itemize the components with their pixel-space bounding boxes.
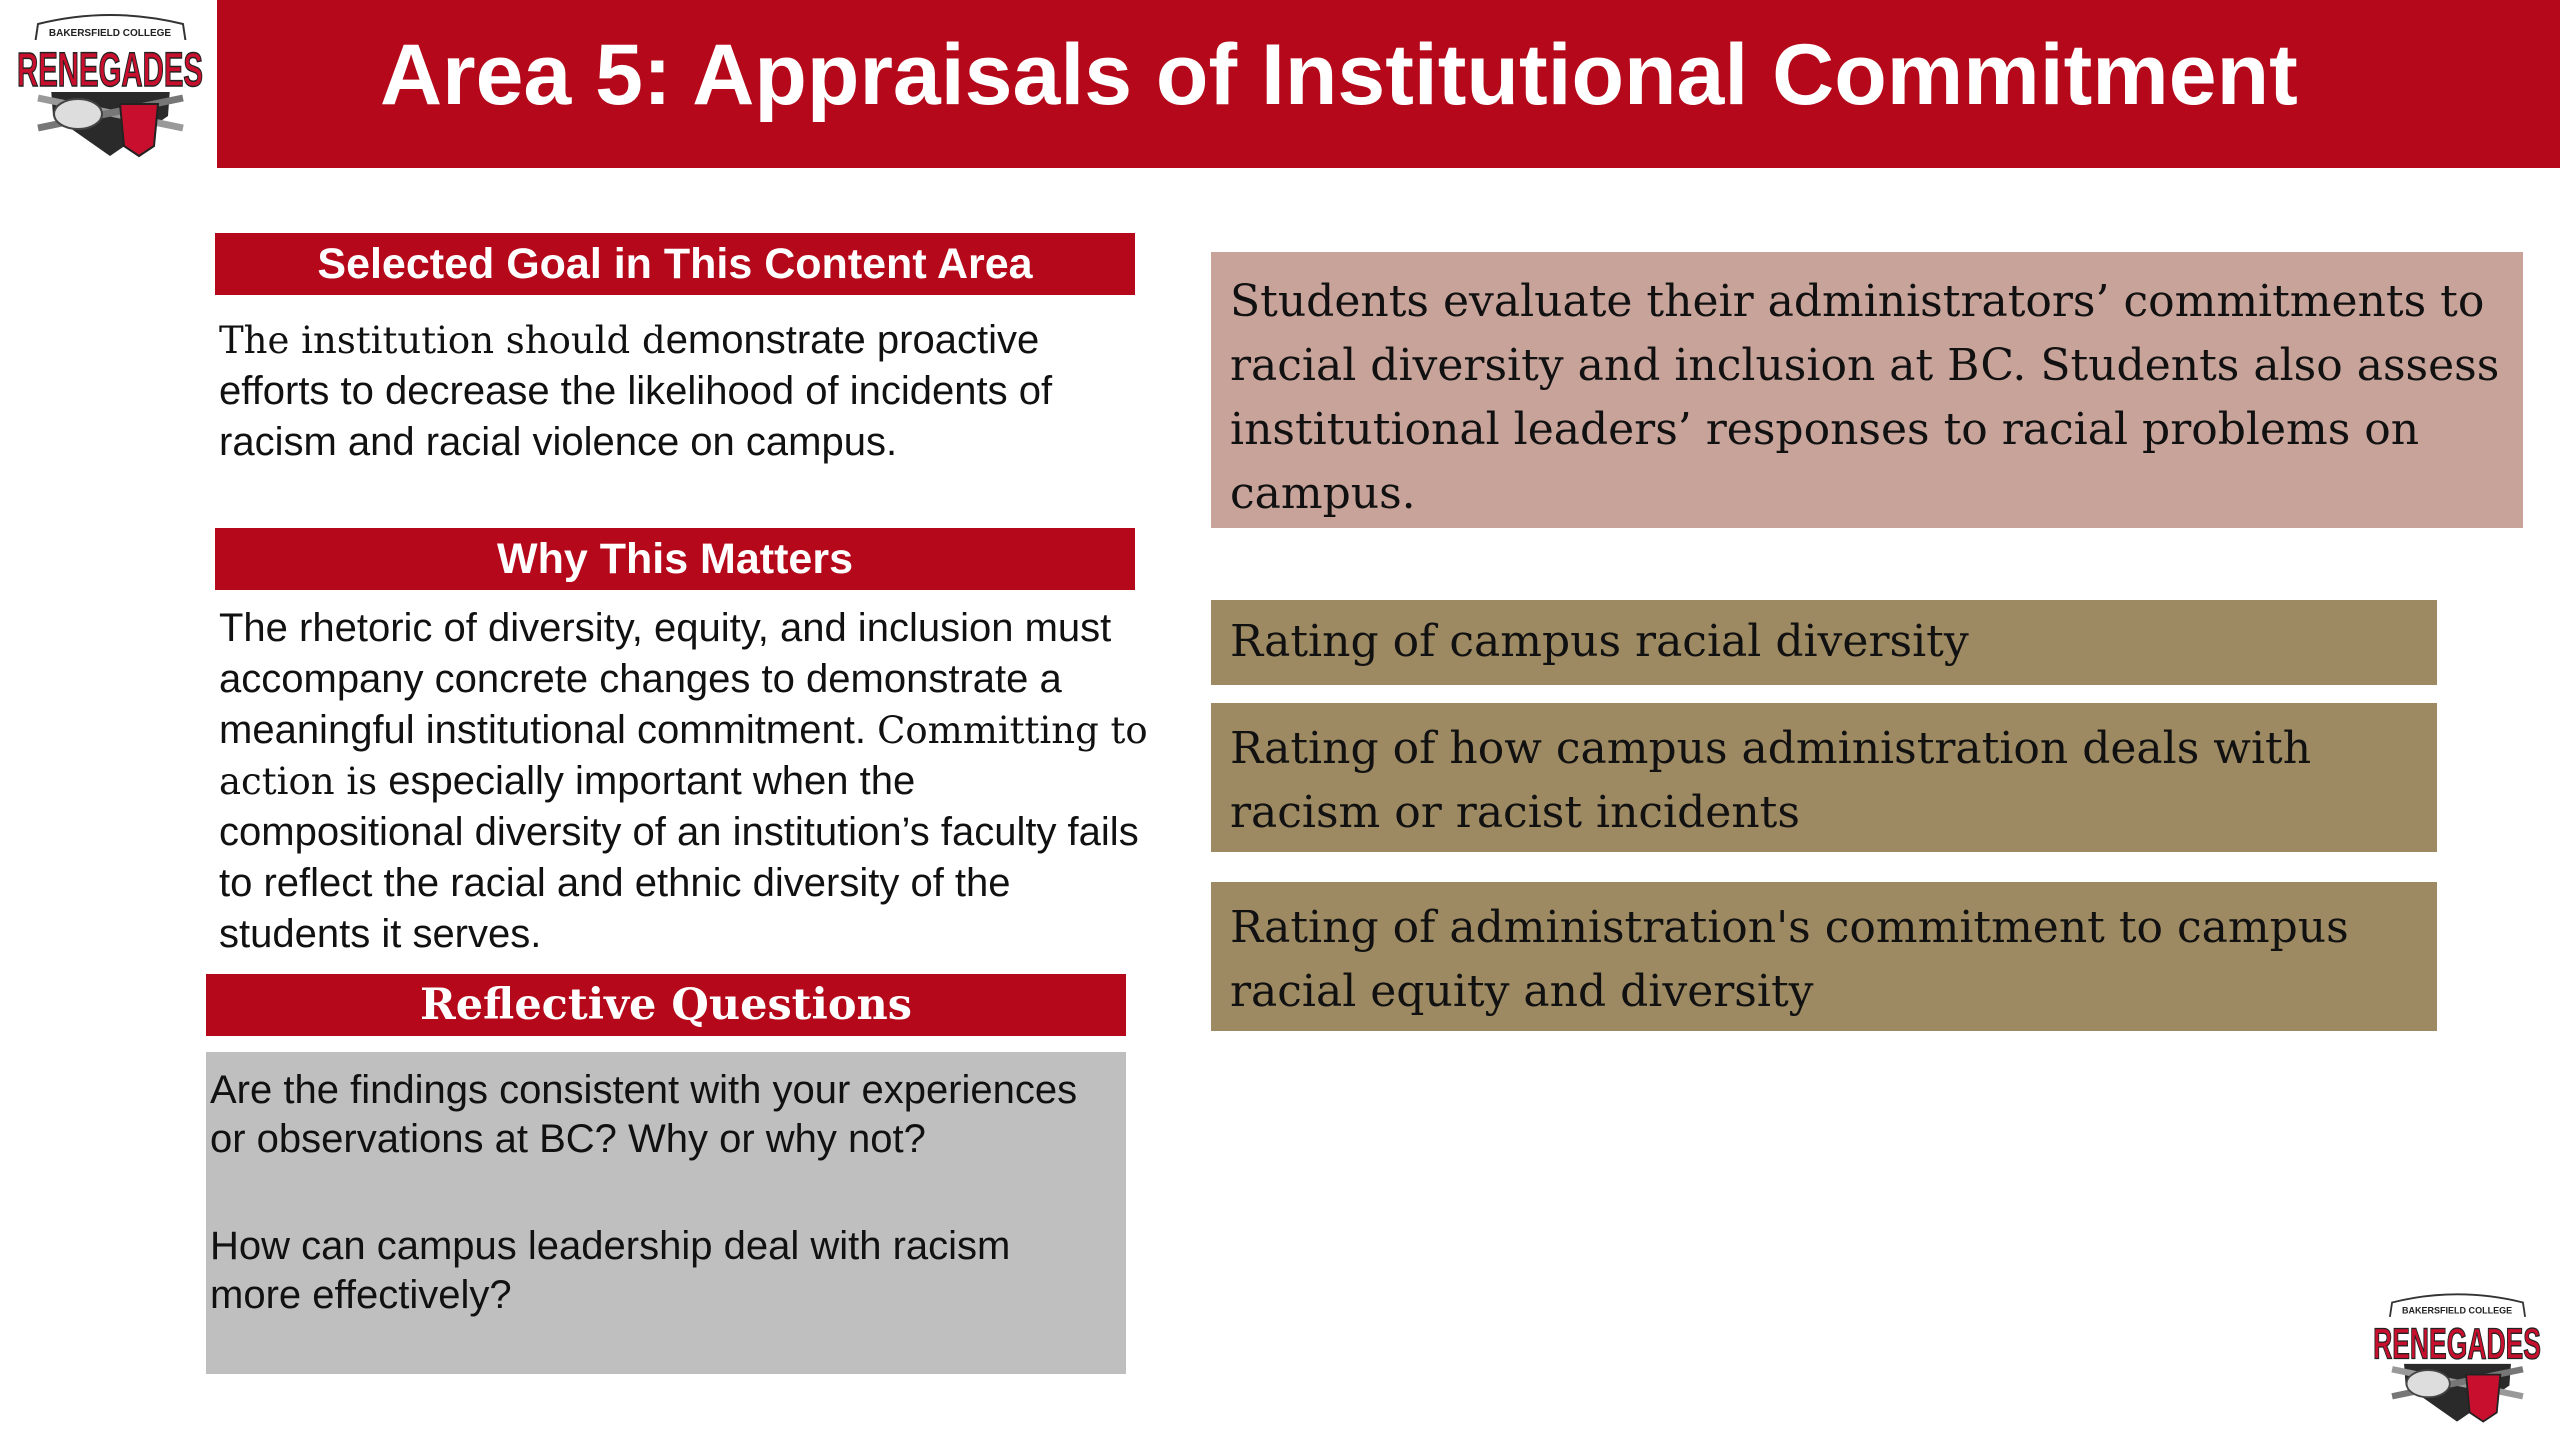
why-text-emphasis: Committing to action is (219, 709, 1148, 803)
why-heading: Why This Matters (215, 528, 1135, 590)
goal-text-lead: The institution should d (219, 319, 666, 362)
why-text-part-2: especially important when the compositional diversity of an institution’s faculty fails to reflect the racial and ethnic diversity of the students it serves. (219, 759, 1139, 956)
renegades-logo-icon (8, 6, 213, 164)
reflective-question: How can campus leadership deal with racism more effectively? (210, 1224, 1011, 1317)
why-text-part-1: The rhetoric of diversity, equity, and inclusion must accompany concrete changes to demonstrate a meaningful institutional commitment. (219, 606, 1112, 752)
logo-wordmark: RENEGADES (17, 44, 203, 97)
footer-logo-icon (2365, 1285, 2550, 1430)
goal-text (219, 315, 1149, 468)
rating-item: Rating of how campus administration deals with racism or racist incidents (1211, 703, 2437, 852)
logo-college-text: BAKERSFIELD COLLEGE (48, 28, 172, 39)
goal-heading: Selected Goal in This Content Area (215, 233, 1135, 295)
reflective-question: Are the findings consistent with your experiences or observations at BC? Why or why not? (210, 1068, 1078, 1161)
goal-text-body: emonstrate proactive efforts to decrease the likelihood of incidents of racism and racial violence on campus. (219, 318, 1053, 464)
area-summary: Students evaluate their administrators’ commitments to racial diversity and inclusion at BC. Students also assess institutional leaders’ responses to racial problems on campus. (1211, 252, 2523, 528)
page-title: Area 5: Appraisals of Institutional Commitment (380, 27, 2298, 123)
reflective-heading: Reflective Questions (206, 974, 1126, 1036)
footer-logo-wordmark: RENEGADES (2373, 1320, 2541, 1369)
footer-logo-college-text: BAKERSFIELD COLLEGE (2401, 1305, 2513, 1316)
rating-item: Rating of campus racial diversity (1211, 600, 2437, 685)
rating-item: Rating of administration's commitment to campus racial equity and diversity (1211, 882, 2437, 1031)
why-text (219, 603, 1149, 960)
